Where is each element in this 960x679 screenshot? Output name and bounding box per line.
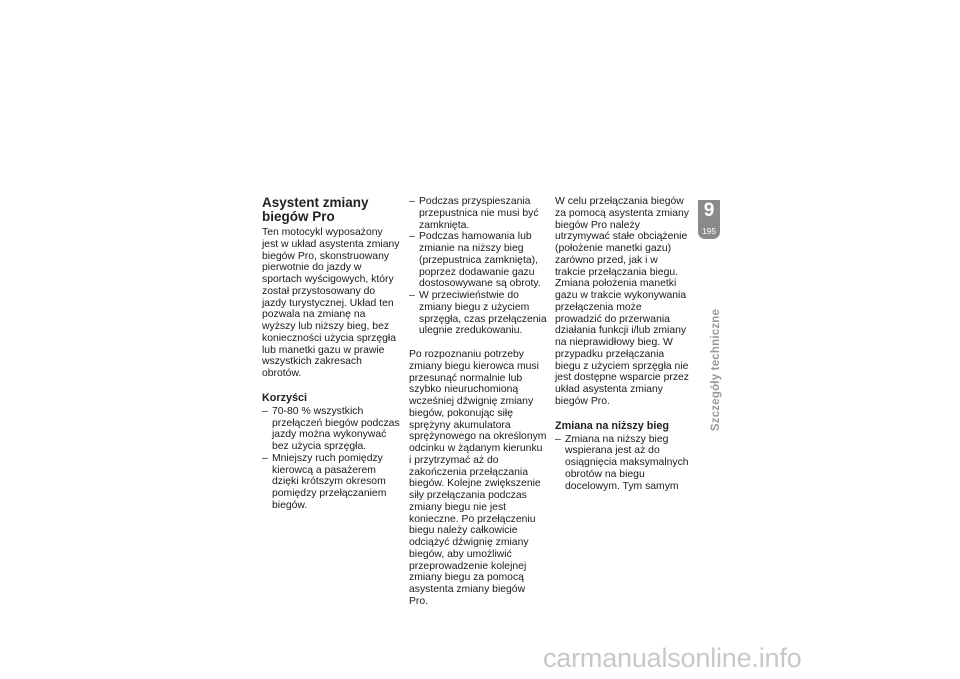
section-title: Asystent zmiany biegów Pro [262,195,369,224]
chapter-number: 9 [703,200,715,221]
benefits-heading: Korzyści [262,391,308,404]
list-item: – Zmiana na niższy bieg wspierana jest aż do osiągnięcia maksymalnych obrotów na biegu docelowym. Tym samym [555,434,690,493]
downshift-heading: Zmiana na niższy bieg [555,419,669,432]
list-item: – 70-80 % wszystkich przełączeń biegów podczas jazdy można wykonywać bez użycia sprzęgła. [262,406,400,453]
chapter-title: Szczegóły techniczne [710,308,722,432]
list-item: – Podczas przyspieszania przepustnica nie musi być zamknięta. [409,196,547,231]
feature-list [409,196,547,337]
list-item: – Podczas hamowania lub zmianie na niższy bieg (przepustnica zamknięta), poprzez dodawanie gazu dostosowywane są obroty. [409,231,547,290]
page-number: 195 [701,226,717,236]
benefits-list [262,406,400,512]
continuation-paragraph: W celu przełączania biegów za pomocą asystenta zmiany biegów Pro należy utrzymywać stałe obciążenie (położenie manetki gazu) zarówno przed, jak i w trakcie przełączania biegu. Zmiana położenia manetki gazu w trakcie wykonywania przełączenia może prowadzić do przerwania działania funkcji i/lub zmiany na nieprawidłowy bieg. W przypadku przełączania biegu z użyciem sprzęgła nie jest dostępne wsparcie przez układ asystenta zmiany biegów Pro. [555,196,689,407]
intro-paragraph: Ten motocykl wyposażony jest w układ asystenta zmiany biegów Pro, skonstruowany pierwotnie do jazdy w sportach wyścigowych, który został przystosowany do jazdy turystycznej. Układ ten pozwala na zmianę na wyższy lub niższy bieg, bez konieczności użycia sprzęgła lub manetki gazu w prawie wszystkich zakresach obrotów. [262,227,400,379]
list-item: – Mniejszy ruch pomiędzy kierowcą a pasażerem dzięki krótszym okresom pomiędzy przełączaniem biegów. [262,453,400,512]
list-item: – W przeciwieństwie do zmiany biegu z użyciem sprzęgła, czas przełączenia ulegnie zredukowaniu. [409,290,547,337]
operation-paragraph: Po rozpoznaniu potrzeby zmiany biegu kierowca musi przesunąć normalnie lub szybko nieuruchomioną wcześniej dźwignię zmiany biegów, pokonując siłę sprężyny akumulatora sprężynowego na określonym odcinku w żądanym kierunku i przytrzymać aż do zakończenia przełączania biegów. Kolejne zwiększenie siły przełączania podczas zmiany biegu nie jest konieczne. Po przełączeniu biegu należy całkowicie odciążyć dźwignię zmiany biegów, aby umożliwić przeprowadzenie kolejnej zmiany biegu za pomocą asystenta zmiany biegów Pro. [409,349,547,607]
watermark: carmanualsonline.info [543,643,802,673]
column-1 [262,196,400,512]
column-2 [409,196,547,608]
column-3 [555,196,690,492]
downshift-list [555,434,690,493]
